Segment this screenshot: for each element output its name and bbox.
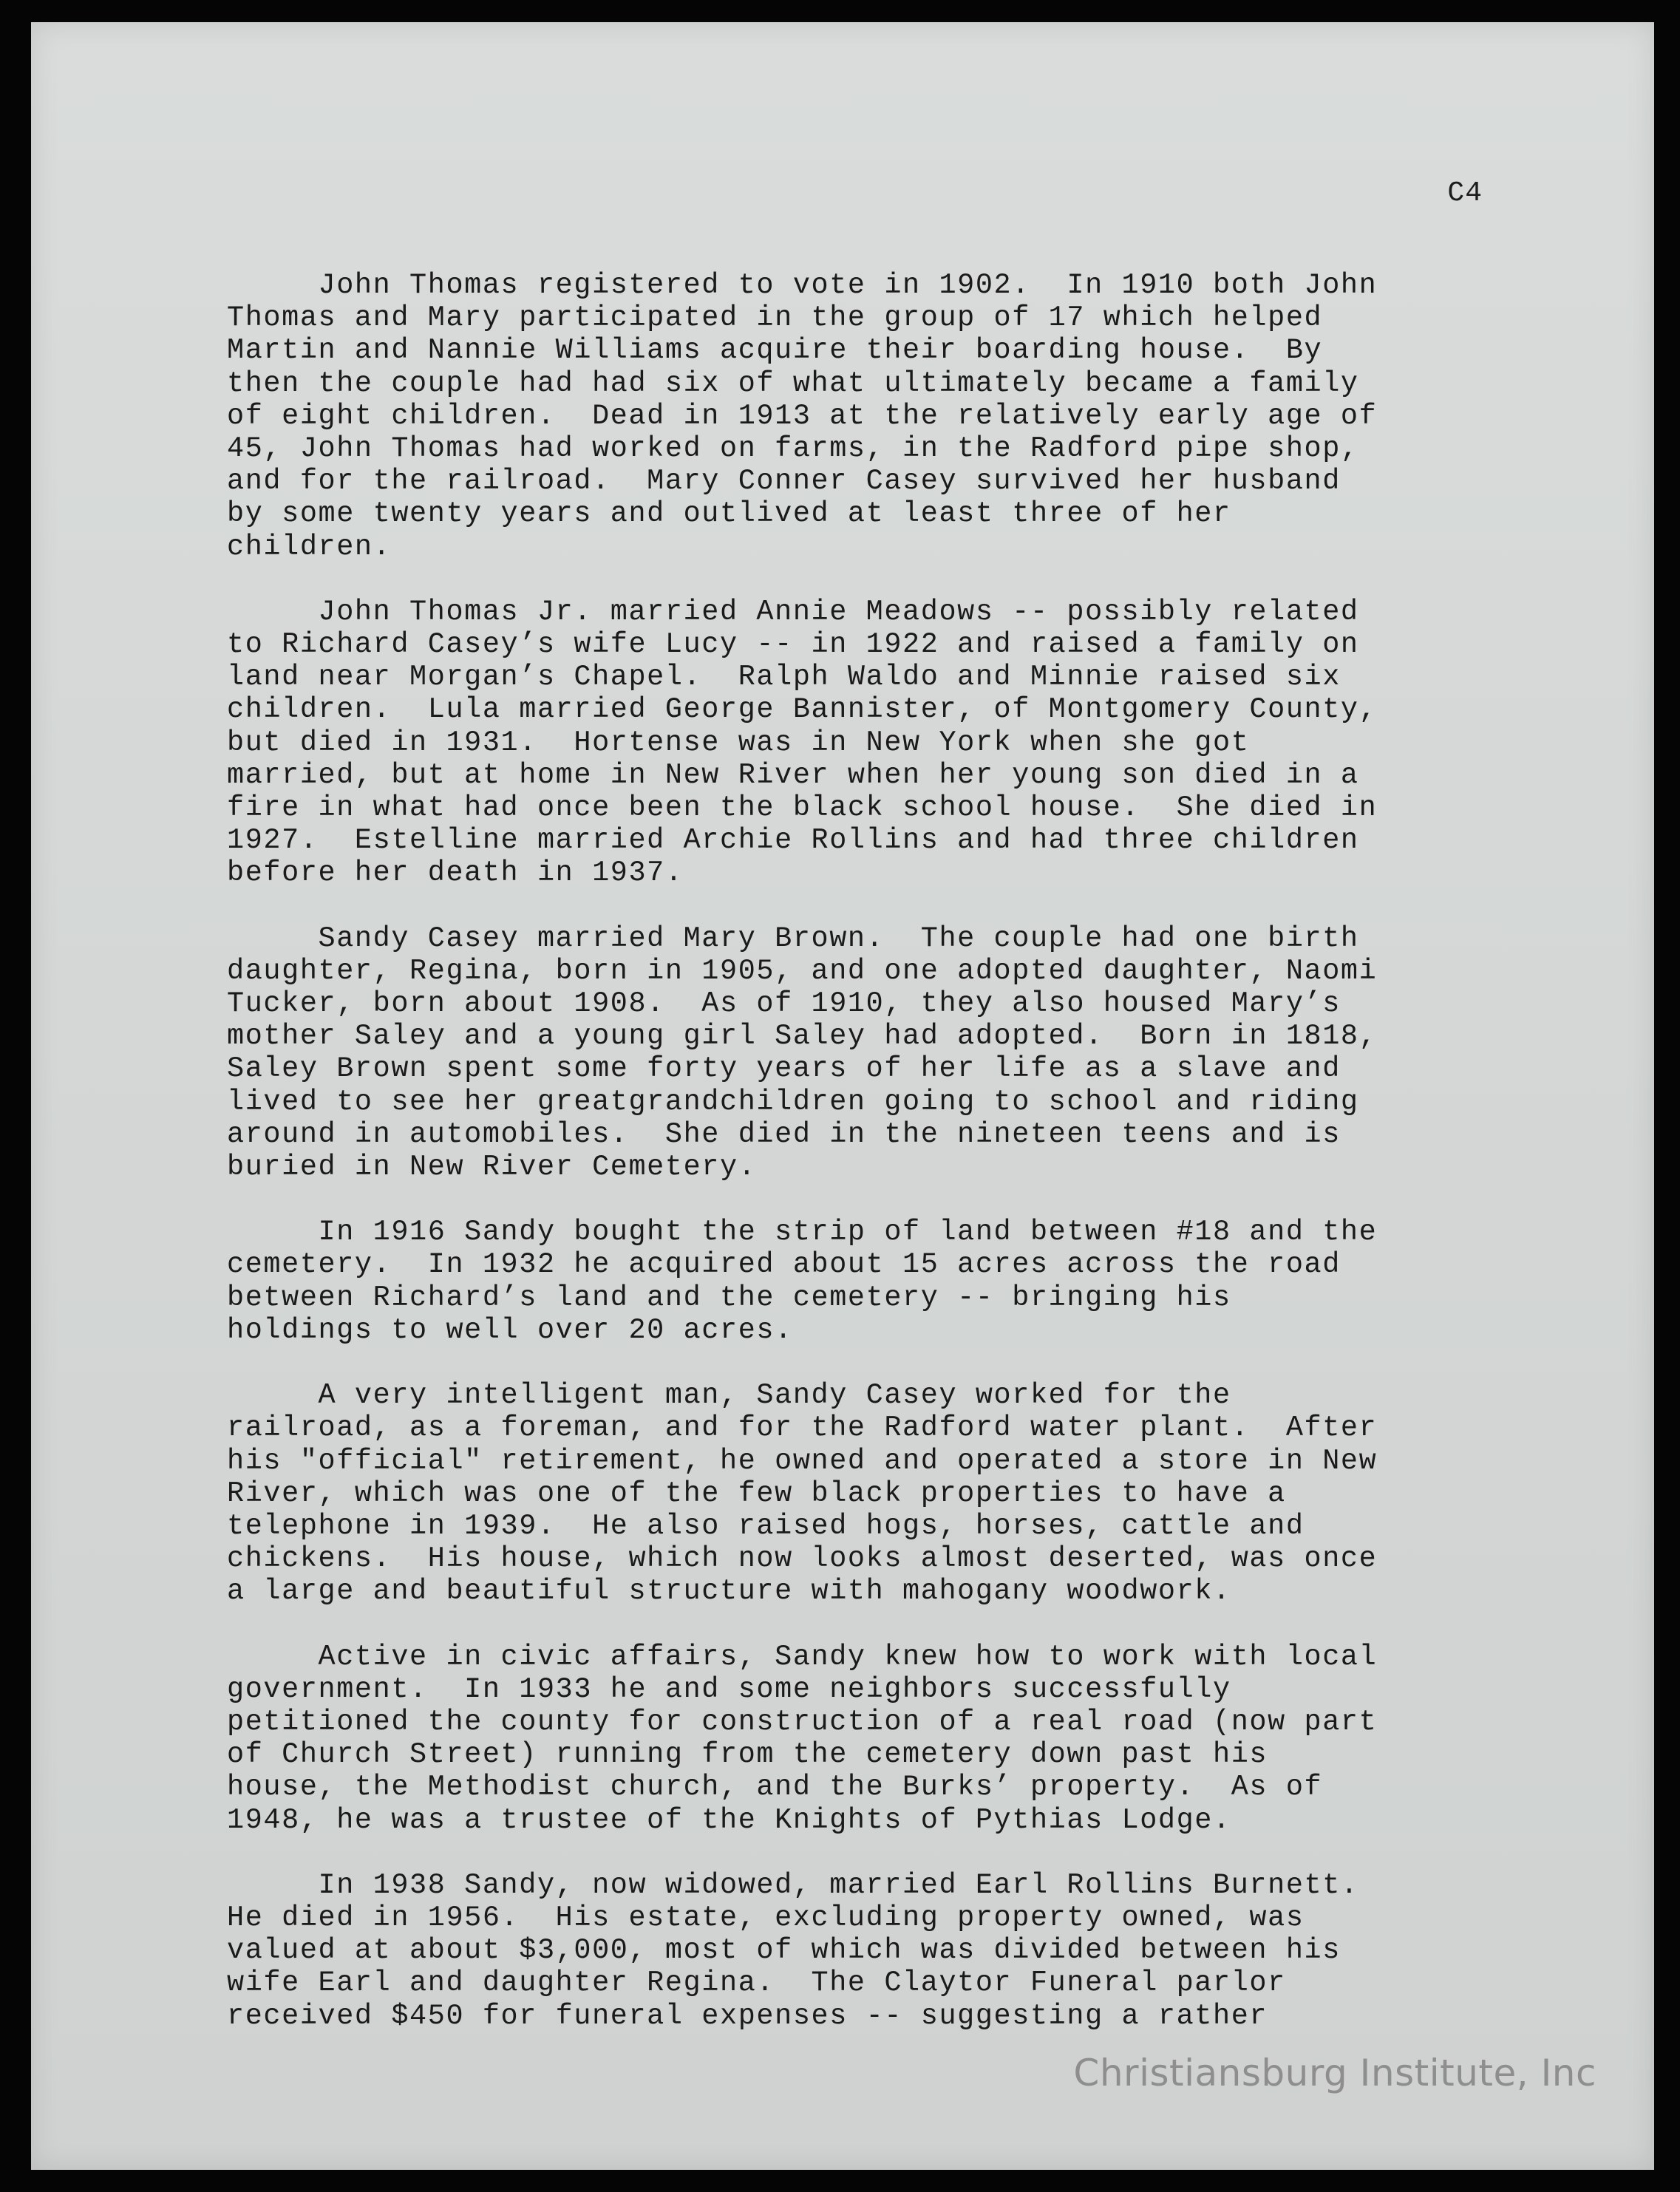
document-body xyxy=(227,269,1528,2065)
text-line: before her death in 1937. xyxy=(227,857,684,890)
page-number: C4 xyxy=(1447,177,1483,209)
text-line: 45, John Thomas had worked on farms, in the Radford pipe shop, xyxy=(227,432,1359,466)
text-line: chickens. His house, which now looks almost deserted, was once xyxy=(227,1542,1378,1576)
paragraph xyxy=(227,1641,1528,1837)
text-line: by some twenty years and outlived at least three of her xyxy=(227,497,1231,531)
paragraph xyxy=(227,922,1528,1184)
paragraph xyxy=(227,1869,1528,2032)
text-line: of eight children. Dead in 1913 at the relatively early age of xyxy=(227,399,1378,432)
document-page xyxy=(31,22,1654,2170)
text-line: children. Lula married George Bannister, of Montgomery County, xyxy=(227,693,1378,726)
text-line: telephone in 1939. He also raised hogs, horses, cattle and xyxy=(227,1509,1305,1542)
text-line: A very intelligent man, Sandy Casey worked for the xyxy=(227,1379,1231,1412)
text-line: government. In 1933 he and some neighbors successfully xyxy=(227,1672,1231,1706)
text-line: Martin and Nannie Williams acquire their boarding house. By xyxy=(227,334,1323,367)
watermark: Christiansburg Institute, Inc xyxy=(1073,2052,1596,2094)
text-line: Active in civic affairs, Sandy knew how to work with local xyxy=(227,1640,1378,1673)
text-line: a large and beautiful structure with mahogany woodwork. xyxy=(227,1575,1231,1608)
paragraph xyxy=(227,1379,1528,1607)
text-line: children. xyxy=(227,530,392,563)
text-line: buried in New River Cemetery. xyxy=(227,1151,757,1184)
text-line: In 1916 Sandy bought the strip of land between #18 and the xyxy=(227,1216,1378,1249)
text-line: petitioned the county for construction of a real road (now part xyxy=(227,1705,1378,1738)
text-line: Sandy Casey married Mary Brown. The couple had one birth xyxy=(227,922,1359,955)
text-line: wife Earl and daughter Regina. The Claytor Funeral parlor xyxy=(227,1967,1286,2000)
text-line: to Richard Casey’s wife Lucy -- in 1922 and raised a family on xyxy=(227,628,1359,661)
paragraph xyxy=(227,596,1528,890)
text-line: but died in 1931. Hortense was in New York when she got xyxy=(227,726,1250,759)
text-line: 1927. Estelline married Archie Rollins and had three children xyxy=(227,824,1359,857)
text-line: fire in what had once been the black school house. She died in xyxy=(227,792,1378,825)
text-line: lived to see her greatgrandchildren going to school and riding xyxy=(227,1085,1359,1118)
text-line: John Thomas registered to vote in 1902. In 1910 both John xyxy=(227,269,1378,302)
text-line: Tucker, born about 1908. As of 1910, they also housed Mary’s xyxy=(227,987,1341,1021)
text-line: valued at about $3,000, most of which was divided between his xyxy=(227,1934,1341,1967)
text-line: Saley Brown spent some forty years of her life as a slave and xyxy=(227,1052,1341,1086)
text-line: land near Morgan’s Chapel. Ralph Waldo and Minnie raised six xyxy=(227,661,1341,694)
text-line: between Richard’s land and the cemetery -- bringing his xyxy=(227,1281,1231,1314)
text-line: River, which was one of the few black properties to have a xyxy=(227,1477,1286,1510)
text-line: of Church Street) running from the cemetery down past his xyxy=(227,1738,1268,1771)
text-line: He died in 1956. His estate, excluding property owned, was xyxy=(227,1901,1305,1934)
text-line: house, the Methodist church, and the Burks’ property. As of xyxy=(227,1771,1323,1804)
text-line: cemetery. In 1932 he acquired about 15 acres across the road xyxy=(227,1248,1341,1281)
text-line: mother Saley and a young girl Saley had adopted. Born in 1818, xyxy=(227,1020,1378,1053)
text-line: 1948, he was a trustee of the Knights of Pythias Lodge. xyxy=(227,1803,1231,1837)
text-line: received $450 for funeral expenses -- suggesting a rather xyxy=(227,1999,1268,2032)
text-line: his "official" retirement, he owned and operated a store in New xyxy=(227,1444,1378,1477)
text-line: then the couple had had six of what ultimately became a family xyxy=(227,367,1359,400)
paragraph xyxy=(227,269,1528,563)
text-line: In 1938 Sandy, now widowed, married Earl Rollins Burnett. xyxy=(227,1868,1359,1902)
text-line: holdings to well over 20 acres. xyxy=(227,1313,793,1347)
text-line: railroad, as a foreman, and for the Radford water plant. After xyxy=(227,1412,1378,1445)
text-line: John Thomas Jr. married Annie Meadows -- possibly related xyxy=(227,595,1359,628)
text-line: Thomas and Mary participated in the group of 17 which helped xyxy=(227,302,1323,335)
text-line: and for the railroad. Mary Conner Casey survived her husband xyxy=(227,465,1341,498)
text-line: daughter, Regina, born in 1905, and one adopted daughter, Naomi xyxy=(227,954,1378,987)
text-line: married, but at home in New River when her young son died in a xyxy=(227,758,1359,792)
paragraph xyxy=(227,1216,1528,1347)
text-line: around in automobiles. She died in the nineteen teens and is xyxy=(227,1117,1341,1151)
